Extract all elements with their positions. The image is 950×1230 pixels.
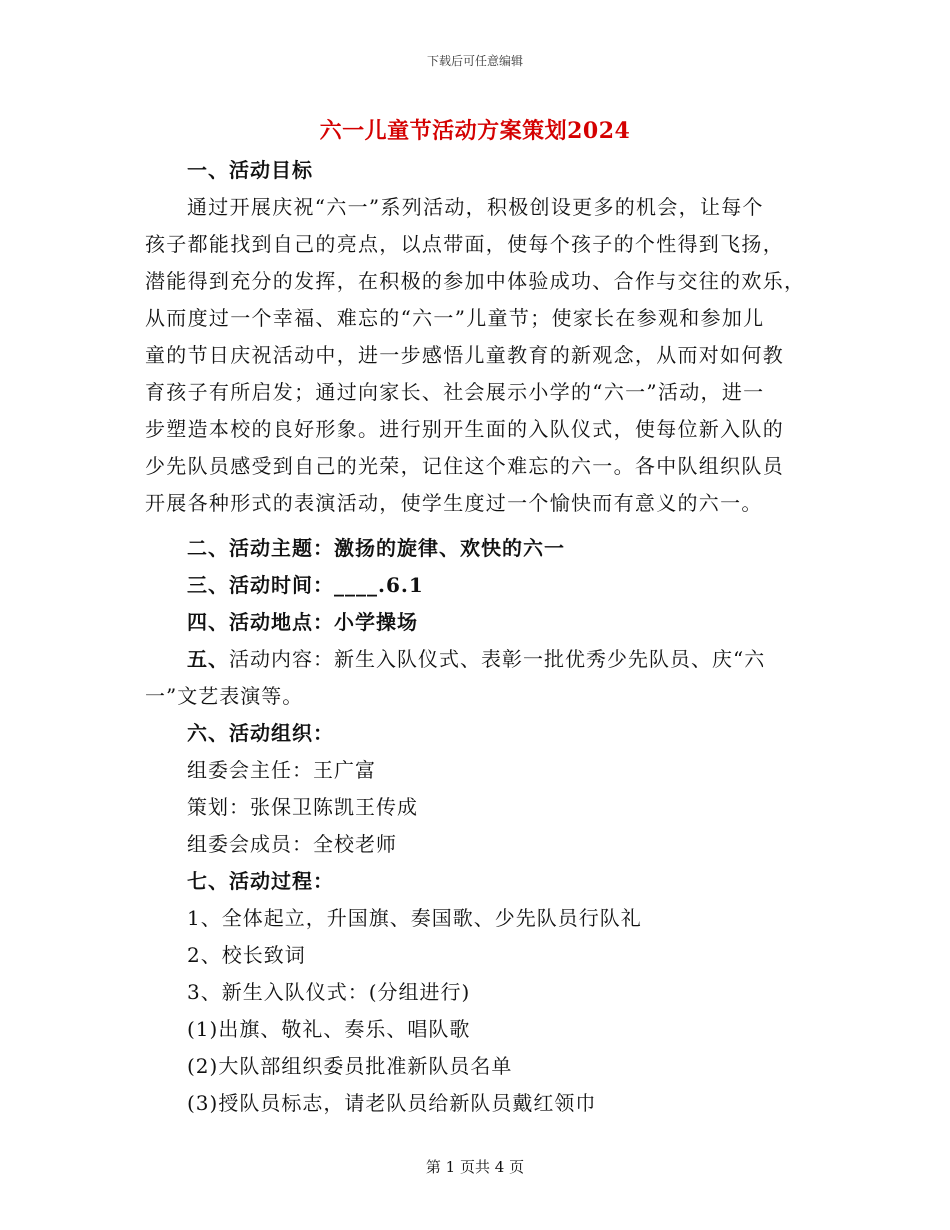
paragraph-line: 通过开展庆祝“六一”系列活动，积极创设更多的机会，让每个 (187, 195, 764, 219)
process-line: (1)出旗、敬礼、奏乐、唱队歌 (187, 1017, 471, 1041)
paragraph-line: 潜能得到充分的发挥，在积极的参加中体验成功、合作与交往的欢乐， (145, 269, 806, 293)
page-header: 下载后可任意编辑 (426, 54, 523, 68)
process-line: (3)授队员标志，请老队员给新队员戴红领巾 (187, 1091, 597, 1115)
section5-label: 五、 (187, 647, 229, 671)
paragraph-line: 童的节日庆祝活动中，进一步感悟儿童教育的新观念，从而对如何教 (145, 343, 784, 367)
org-line: 组委会主任：王广富 (187, 758, 376, 782)
org-line: 策划：张保卫陈凯王传成 (187, 795, 418, 819)
paragraph-line: 孩子都能找到自己的亮点，以点带面，使每个孩子的个性得到飞扬， (145, 232, 784, 256)
paragraph-line: 从而度过一个幸福、难忘的“六一”儿童节；使家长在参观和参加儿 (145, 306, 765, 330)
paragraph-line: 育孩子有所启发；通过向家长、社会展示小学的“六一”活动，进一 (145, 380, 765, 404)
process-line: 3、新生入队仪式：(分组进行) (187, 980, 471, 1004)
paragraph-line: 步塑造本校的良好形象。进行别开生面的入队仪式，使每位新入队的 (145, 417, 784, 441)
process-line: (2)大队部组织委员批准新队员名单 (187, 1054, 513, 1078)
paragraph-line: 少先队员感受到自己的光荣，记住这个难忘的六一。各中队组织队员 (145, 454, 784, 478)
section7-heading: 七、活动过程： (187, 869, 334, 893)
process-line: 2、校长致词 (187, 943, 306, 967)
section4-location: 四、活动地点：小学操场 (187, 610, 418, 634)
section2-theme: 二、活动主题：激扬的旋律、欢快的六一 (187, 536, 565, 560)
section5-continuation: 一”文艺表演等。 (145, 684, 304, 708)
section6-heading: 六、活动组织： (187, 721, 334, 745)
section5-content (145, 641, 805, 678)
document-body (145, 152, 805, 1122)
org-line: 组委会成员：全校老师 (187, 832, 397, 856)
document-title: 六一儿童节活动方案策划2024 (319, 118, 631, 144)
process-line: 1、全体起立，升国旗、奏国歌、少先队员行队礼 (187, 906, 642, 930)
paragraph-line: 开展各种形式的表演活动，使学生度过一个愉快而有意义的六一。 (145, 491, 763, 515)
page-footer: 第 1 页共 4 页 (425, 1158, 525, 1176)
section1-heading: 一、活动目标 (187, 158, 313, 182)
section5-text: 活动内容：新生入队仪式、表彰一批优秀少先队员、庆“六 (229, 647, 766, 671)
section3-time: 三、活动时间：____.6.1 (187, 573, 424, 597)
